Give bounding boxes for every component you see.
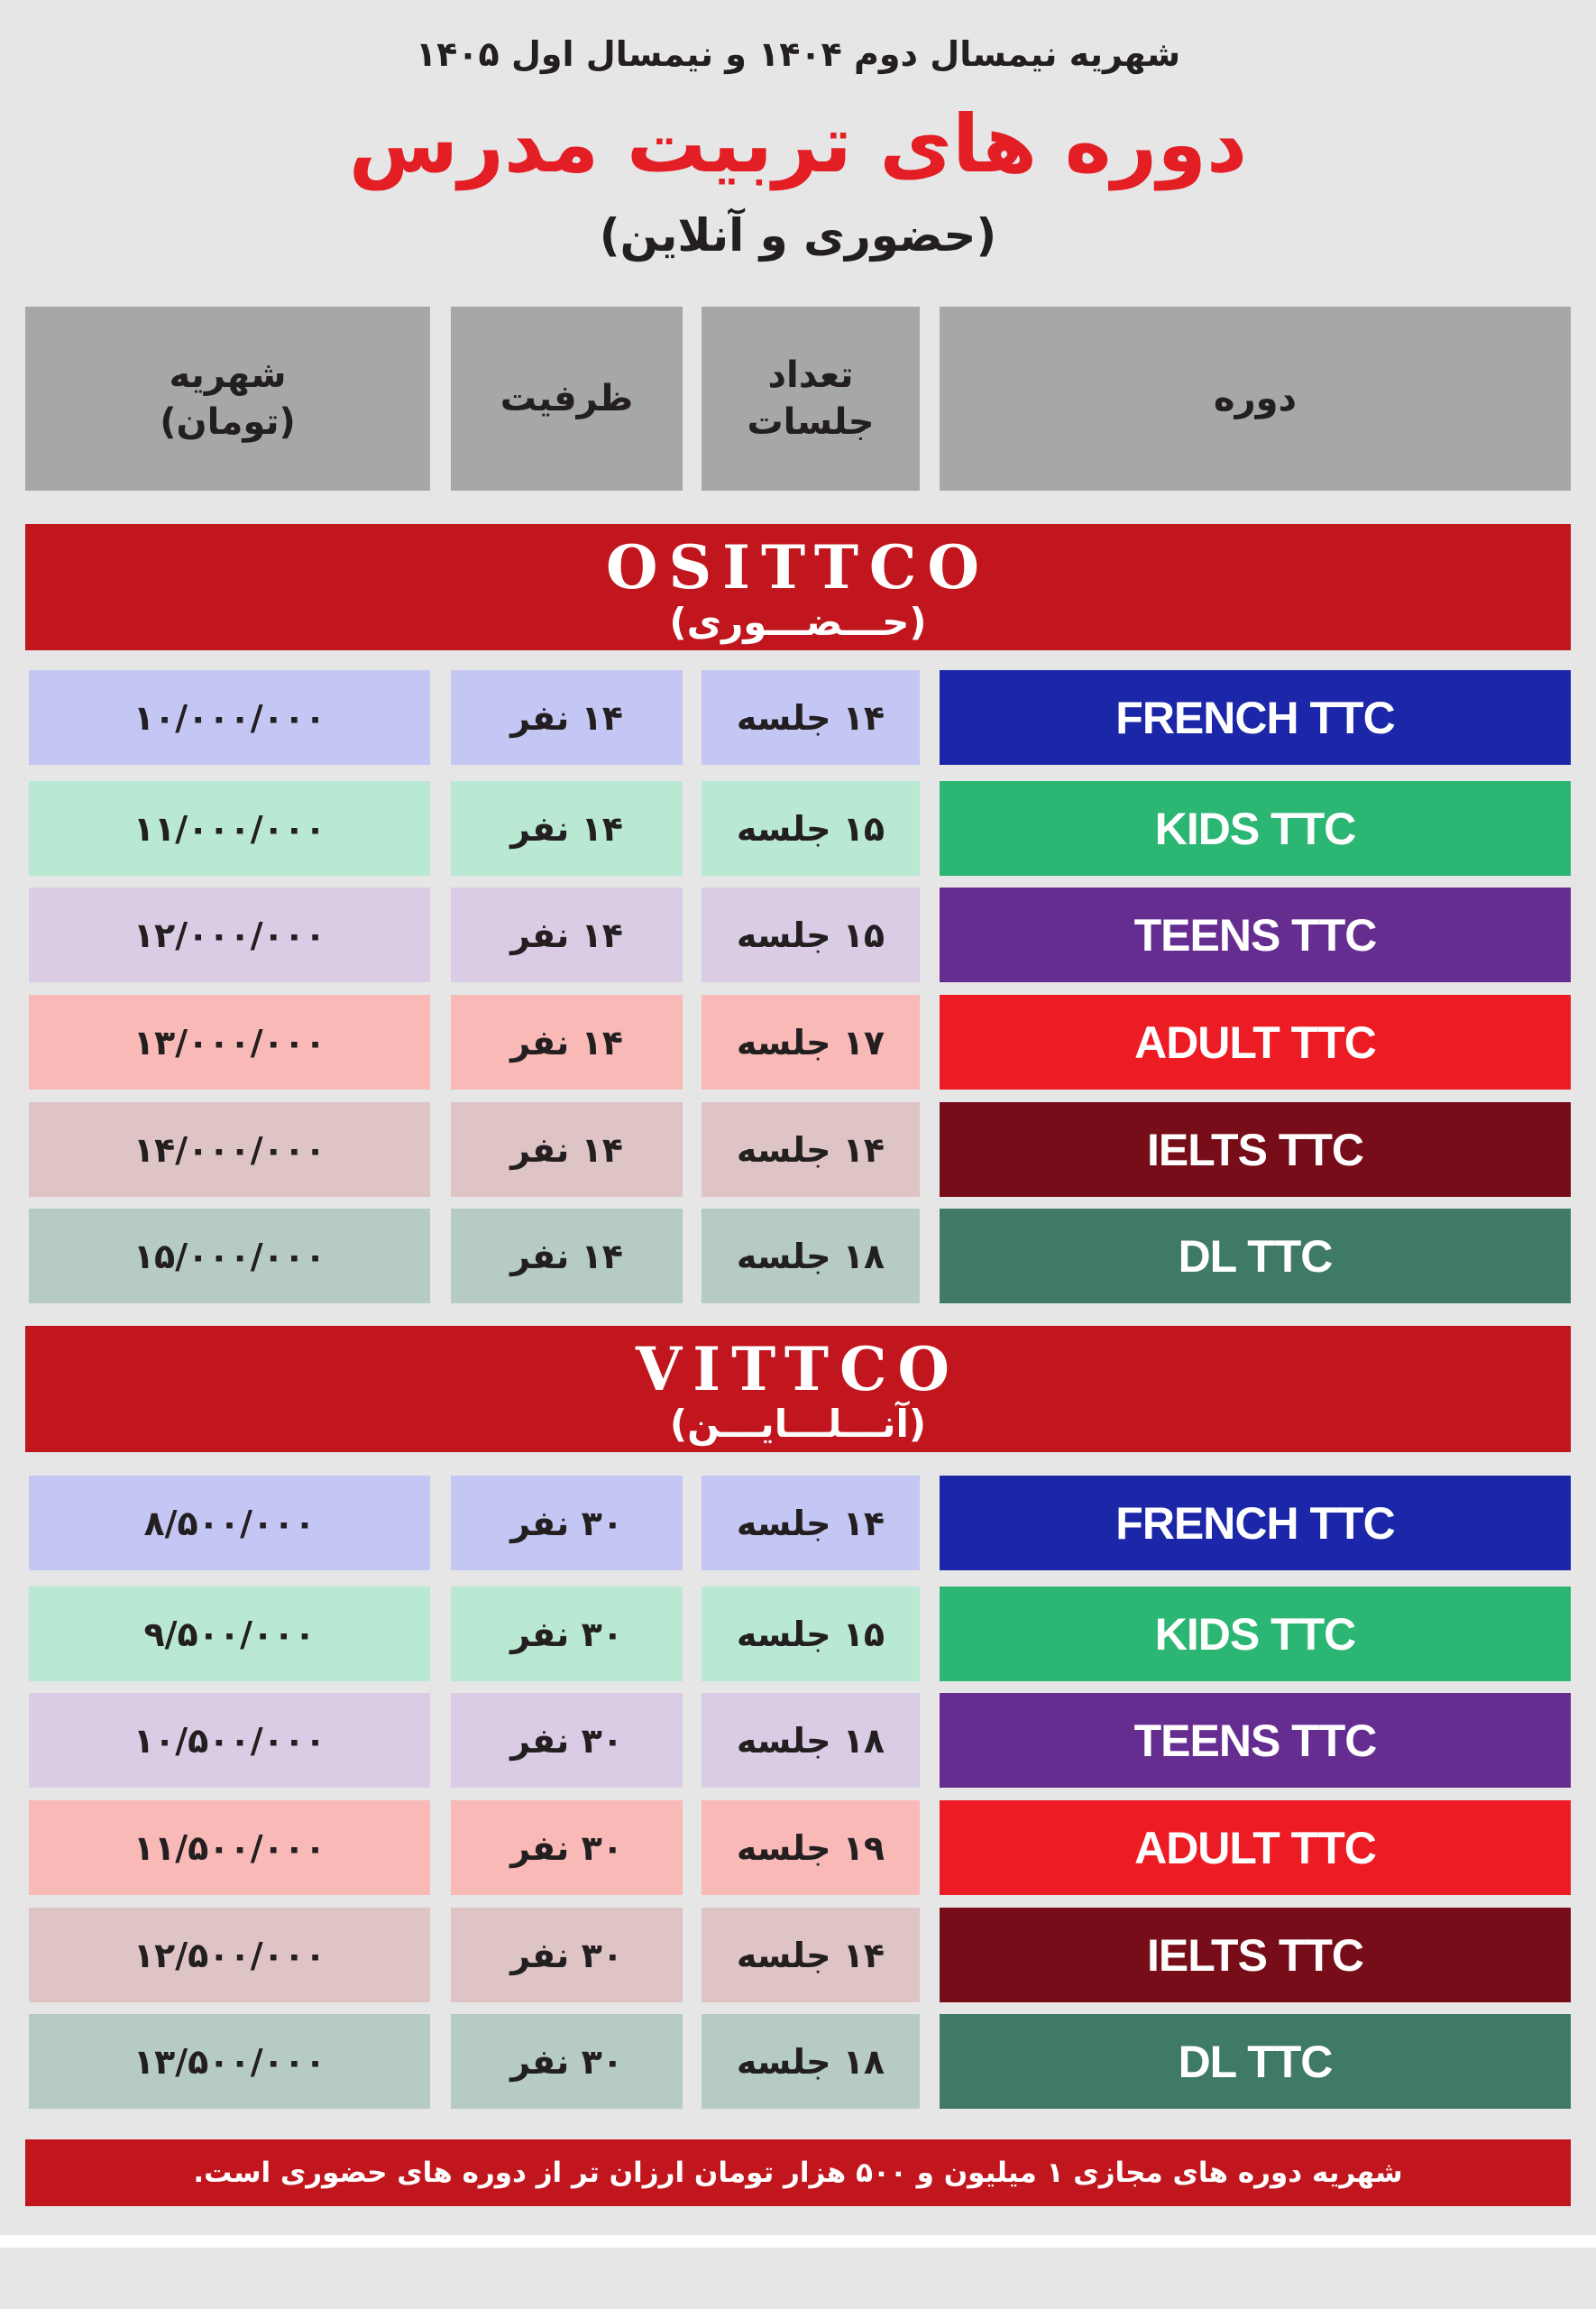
table-cell-fee: ۱۵/۰۰۰/۰۰۰ <box>29 1209 430 1303</box>
table-cell-course: ADULT TTC <box>940 995 1571 1090</box>
table-cell-course: FRENCH TTC <box>940 1476 1571 1570</box>
table-cell-course: DL TTC <box>940 1209 1571 1303</box>
page-subtitle: شهریه نیمسال دوم ۱۴۰۴ و نیمسال اول ۱۴۰۵ <box>415 34 1181 74</box>
table-cell-fee: ۱۰/۵۰۰/۰۰۰ <box>29 1693 430 1788</box>
table-cell-course: TEENS TTC <box>940 1693 1571 1788</box>
table-cell-course: TEENS TTC <box>940 888 1571 982</box>
table-cell-capacity: ۱۴ نفر <box>451 781 683 876</box>
table-cell-fee: ۱۳/۵۰۰/۰۰۰ <box>29 2014 430 2109</box>
table-cell-fee: ۹/۵۰۰/۰۰۰ <box>29 1587 430 1681</box>
table-cell-course: IELTS TTC <box>940 1908 1571 2002</box>
table-cell-capacity: ۱۴ نفر <box>451 995 683 1090</box>
page-mode-caption: (حضوری و آنلاین) <box>599 209 997 262</box>
table-cell-sessions: ۱۸ جلسه <box>702 2014 920 2109</box>
table-cell-course: KIDS TTC <box>940 1587 1571 1681</box>
table-cell-capacity: ۳۰ نفر <box>451 1800 683 1895</box>
section-banner-osittco <box>25 524 1571 650</box>
table-cell-fee: ۱۴/۰۰۰/۰۰۰ <box>29 1102 430 1197</box>
table-cell-capacity: ۳۰ نفر <box>451 1908 683 2002</box>
section-mode: (آنـــلـــایـــن) <box>669 1402 927 1446</box>
table-cell-capacity: ۳۰ نفر <box>451 1587 683 1681</box>
table-cell-sessions: ۱۴ جلسه <box>702 670 920 765</box>
table-cell-sessions: ۱۸ جلسه <box>702 1209 920 1303</box>
table-cell-course: DL TTC <box>940 2014 1571 2109</box>
table-cell-sessions: ۱۴ جلسه <box>702 1102 920 1197</box>
table-cell-capacity: ۳۰ نفر <box>451 1693 683 1788</box>
table-cell-fee: ۱۳/۰۰۰/۰۰۰ <box>29 995 430 1090</box>
table-cell-course: IELTS TTC <box>940 1102 1571 1197</box>
section-name: VITTCO <box>636 1334 960 1404</box>
section-name: OSITTCO <box>606 532 990 603</box>
table-cell-sessions: ۱۵ جلسه <box>702 1587 920 1681</box>
table-cell-capacity: ۱۴ نفر <box>451 888 683 982</box>
table-cell-capacity: ۱۴ نفر <box>451 670 683 765</box>
table-cell-sessions: ۱۵ جلسه <box>702 781 920 876</box>
table-cell-course: KIDS TTC <box>940 781 1571 876</box>
table-cell-capacity: ۱۴ نفر <box>451 1209 683 1303</box>
table-cell-sessions: ۱۴ جلسه <box>702 1908 920 2002</box>
table-cell-course: ADULT TTC <box>940 1800 1571 1895</box>
table-cell-capacity: ۳۰ نفر <box>451 1476 683 1570</box>
table-cell-course: FRENCH TTC <box>940 670 1571 765</box>
table-cell-sessions: ۱۸ جلسه <box>702 1693 920 1788</box>
table-cell-capacity: ۳۰ نفر <box>451 2014 683 2109</box>
table-cell-fee: ۱۲/۰۰۰/۰۰۰ <box>29 888 430 982</box>
column-header-fee: شهریه (تومان) <box>25 307 430 491</box>
table-cell-sessions: ۱۵ جلسه <box>702 888 920 982</box>
section-mode: (حـــضـــوری) <box>669 600 927 644</box>
table-cell-fee: ۱۱/۰۰۰/۰۰۰ <box>29 781 430 876</box>
column-header-course: دوره <box>940 307 1571 491</box>
table-cell-fee: ۱۰/۰۰۰/۰۰۰ <box>29 670 430 765</box>
bottom-divider <box>0 2235 1596 2248</box>
table-cell-sessions: ۱۹ جلسه <box>702 1800 920 1895</box>
column-header-capacity: ظرفیت <box>451 307 683 491</box>
column-header-sessions: تعداد جلسات <box>702 307 920 491</box>
table-cell-fee: ۱۱/۵۰۰/۰۰۰ <box>29 1800 430 1895</box>
table-cell-capacity: ۱۴ نفر <box>451 1102 683 1197</box>
footer-note: شهریه دوره های مجازی ۱ میلیون و ۵۰۰ هزار تومان ارزان تر از دوره های حضوری است. <box>25 2139 1571 2206</box>
table-cell-fee: ۱۲/۵۰۰/۰۰۰ <box>29 1908 430 2002</box>
table-cell-sessions: ۱۷ جلسه <box>702 995 920 1090</box>
table-cell-sessions: ۱۴ جلسه <box>702 1476 920 1570</box>
section-banner-vittco <box>25 1326 1571 1452</box>
page-title: دوره های تربیت مدرس <box>348 97 1248 190</box>
table-cell-fee: ۸/۵۰۰/۰۰۰ <box>29 1476 430 1570</box>
